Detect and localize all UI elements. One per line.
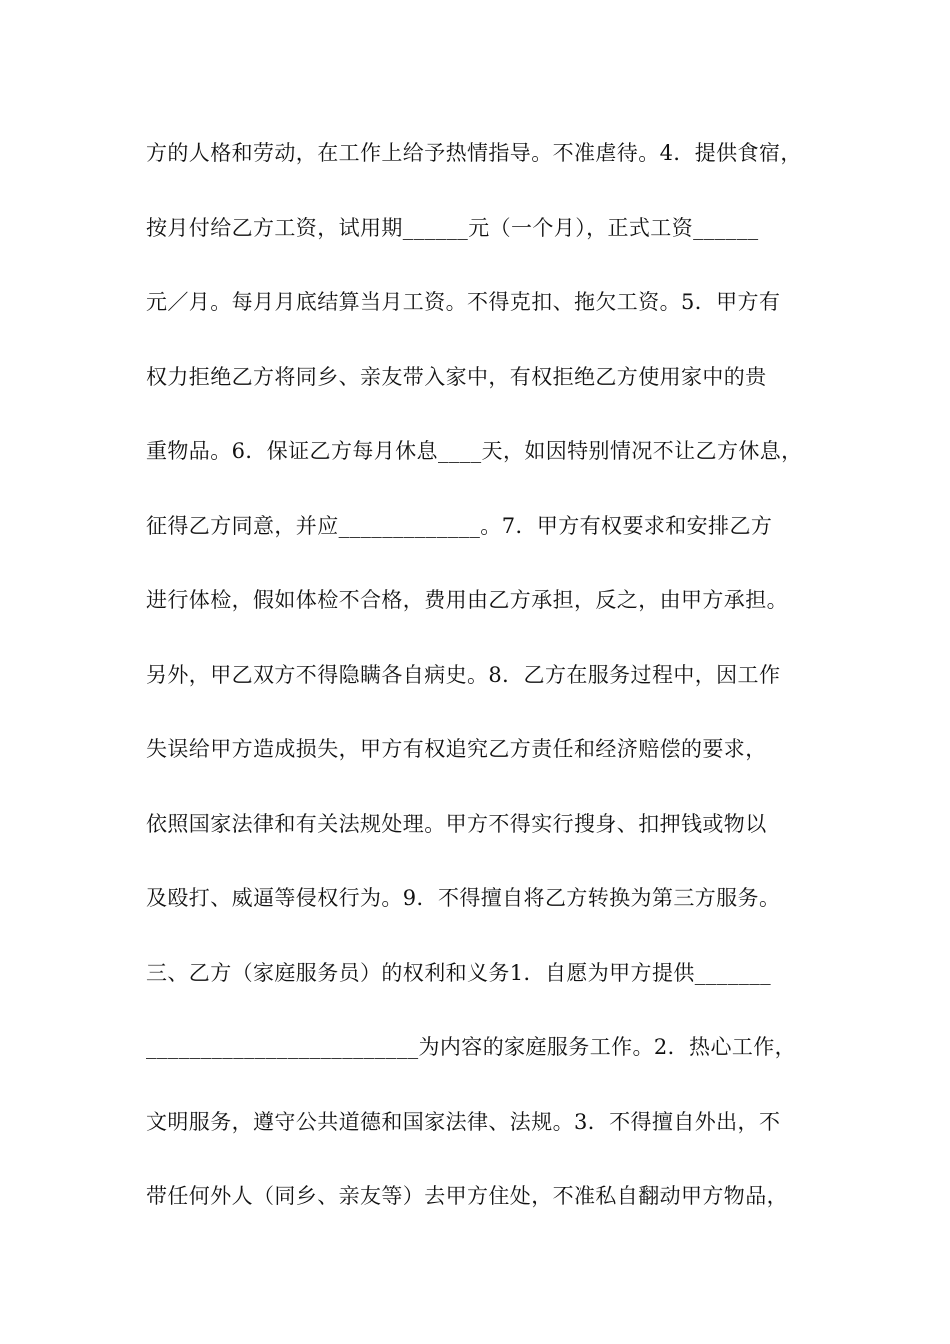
text-line-15: 带任何外人（同乡、亲友等）去甲方住处，不准私自翻动甲方物品， (146, 1184, 788, 1208)
text-line-11: 及殴打、威逼等侵权行为。9．不得擅自将乙方转换为第三方服务。 (146, 886, 781, 910)
text-line-1: 方的人格和劳动，在工作上给予热情指导。不准虐待。4．提供食宿， (146, 141, 802, 165)
text-line-14: 文明服务，遵守公共道德和国家法律、法规。3．不得擅自外出，不 (146, 1109, 781, 1134)
text-line-3: 元／月。每月月底结算当月工资。不得克扣、拖欠工资。5．甲方有 (146, 290, 781, 314)
text-line-8: 另外，甲乙双方不得隐瞒各自病史。8．乙方在服务过程中，因工作 (146, 662, 781, 687)
text-line-4: 权力拒绝乙方将同乡、亲友带入家中，有权拒绝乙方使用家中的贵 (146, 364, 767, 389)
text-line-7: 进行体检，假如体检不合格，费用由乙方承担，反之，由甲方承担。 (146, 588, 788, 612)
text-line-5: 重物品。6．保证乙方每月休息____天，如因特别情况不让乙方休息， (146, 439, 803, 463)
contract-text-block (146, 134, 816, 1252)
text-line-2: 按月付给乙方工资，试用期______元（一个月），正式工资______ (146, 215, 759, 240)
text-line-9: 失误给甲方造成损失，甲方有权追究乙方责任和经济赔偿的要求， (146, 737, 767, 761)
text-line-10: 依照国家法律和有关法规处理。甲方不得实行搜身、扣押钱或物以 (146, 811, 767, 836)
text-line-6: 征得乙方同意，并应_____________。7．甲方有权要求和安排乙方 (146, 513, 773, 538)
text-line-12: 三、乙方（家庭服务员）的权利和义务1．自愿为甲方提供_______ (146, 960, 772, 985)
text-line-13: _________________________为内容的家庭服务工作。2．热心工作， (146, 1035, 797, 1059)
